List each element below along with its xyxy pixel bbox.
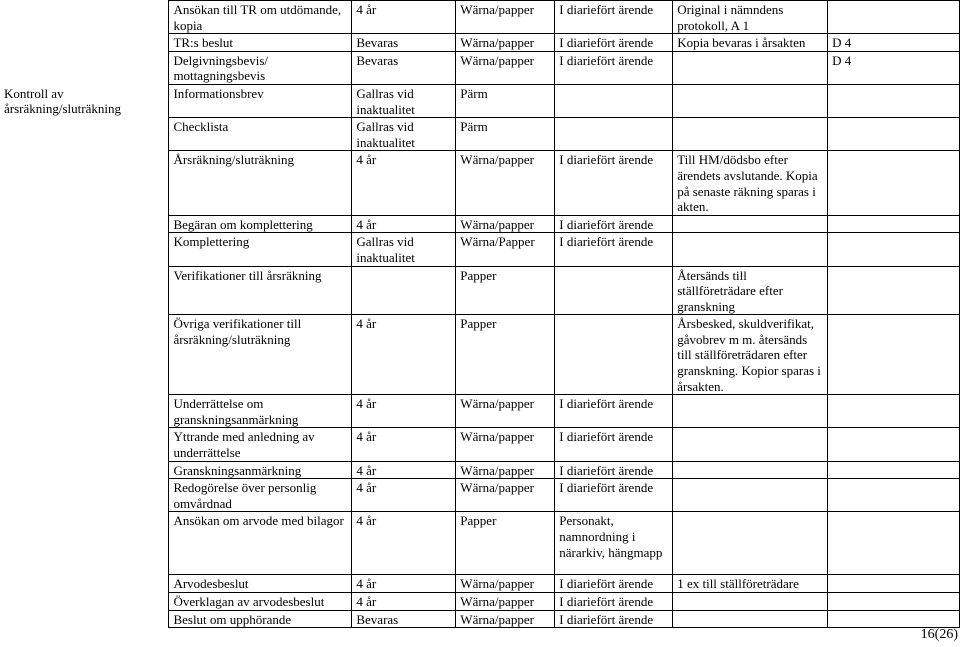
- document-cell: Övriga verifikationer till årsräkning/sluträkning: [169, 315, 352, 395]
- anmarkning-cell: [673, 512, 828, 575]
- section-label: Kontroll av årsräkning/sluträkning: [0, 1, 169, 628]
- forvaring-cell: Papper: [456, 315, 555, 395]
- registrering-cell: I diariefört ärende: [555, 610, 673, 628]
- anmarkning-cell: [673, 479, 828, 512]
- gallring-cell: Gallras vid inaktualitet: [352, 233, 456, 266]
- registrering-cell: I diariefört ärende: [555, 51, 673, 84]
- anmarkning-cell: Kopia bevaras i årsakten: [673, 34, 828, 52]
- forvaring-cell: Wärna/papper: [456, 151, 555, 215]
- document-cell: Underrättelse om granskningsanmärkning: [169, 395, 352, 428]
- anmarkning-cell: [673, 610, 828, 628]
- arkiv-cell: [828, 610, 960, 628]
- document-cell: TR:s beslut: [169, 34, 352, 52]
- arkiv-cell: [828, 118, 960, 151]
- arkiv-cell: [828, 479, 960, 512]
- anmarkning-cell: [673, 84, 828, 117]
- gallring-cell: 4 år: [352, 315, 456, 395]
- forvaring-cell: Wärna/papper: [456, 1, 555, 34]
- registrering-cell: I diariefört ärende: [555, 575, 673, 593]
- forvaring-cell: Wärna/papper: [456, 215, 555, 233]
- arkiv-cell: [828, 151, 960, 215]
- document-cell: Yttrande med anledning av underrättelse: [169, 428, 352, 461]
- forvaring-cell: Pärm: [456, 84, 555, 117]
- gallring-cell: 4 år: [352, 461, 456, 479]
- forvaring-cell: Pärm: [456, 118, 555, 151]
- arkiv-cell: [828, 233, 960, 266]
- document-cell: Beslut om upphörande: [169, 610, 352, 628]
- anmarkning-cell: [673, 593, 828, 611]
- gallring-cell: 4 år: [352, 575, 456, 593]
- arkiv-cell: [828, 593, 960, 611]
- document-cell: Ansökan om arvode med bilagor: [169, 512, 352, 575]
- arkiv-cell: D 4: [828, 34, 960, 52]
- document-cell: Ansökan till TR om utdömande, kopia: [169, 1, 352, 34]
- gallring-cell: Bevaras: [352, 51, 456, 84]
- document-cell: Delgivningsbevis/ mottagningsbevis: [169, 51, 352, 84]
- forvaring-cell: Wärna/papper: [456, 479, 555, 512]
- forvaring-cell: Wärna/papper: [456, 428, 555, 461]
- anmarkning-cell: [673, 215, 828, 233]
- gallring-cell: 4 år: [352, 151, 456, 215]
- registrering-cell: I diariefört ärende: [555, 34, 673, 52]
- registrering-cell: I diariefört ärende: [555, 428, 673, 461]
- forvaring-cell: Wärna/papper: [456, 395, 555, 428]
- document-cell: Granskningsanmärkning: [169, 461, 352, 479]
- registrering-cell: [555, 315, 673, 395]
- gallring-cell: 4 år: [352, 512, 456, 575]
- document-cell: Checklista: [169, 118, 352, 151]
- anmarkning-cell: [673, 428, 828, 461]
- forvaring-cell: Wärna/Papper: [456, 233, 555, 266]
- document-cell: Arvodesbeslut: [169, 575, 352, 593]
- registrering-cell: I diariefört ärende: [555, 1, 673, 34]
- registrering-cell: I diariefört ärende: [555, 395, 673, 428]
- arkiv-cell: [828, 575, 960, 593]
- forvaring-cell: Wärna/papper: [456, 461, 555, 479]
- anmarkning-cell: [673, 395, 828, 428]
- forvaring-cell: Wärna/papper: [456, 51, 555, 84]
- gallring-cell: Bevaras: [352, 610, 456, 628]
- anmarkning-cell: Till HM/dödsbo efter ärendets avslutande. Kopia på senaste räkning sparas i akten.: [673, 151, 828, 215]
- forvaring-cell: Wärna/papper: [456, 575, 555, 593]
- document-cell: Informationsbrev: [169, 84, 352, 117]
- anmarkning-cell: Årsbesked, skuldverifikat, gåvobrev m m. återsänds till ställföreträdaren efter granskning. Kopior sparas i årsakten.: [673, 315, 828, 395]
- anmarkning-cell: Original i nämndens protokoll, A 1: [673, 1, 828, 34]
- registrering-cell: I diariefört ärende: [555, 233, 673, 266]
- gallring-cell: Gallras vid inaktualitet: [352, 84, 456, 117]
- forvaring-cell: Wärna/papper: [456, 610, 555, 628]
- anmarkning-cell: [673, 233, 828, 266]
- gallring-cell: 4 år: [352, 593, 456, 611]
- registrering-cell: [555, 118, 673, 151]
- anmarkning-cell: [673, 461, 828, 479]
- document-cell: Komplettering: [169, 233, 352, 266]
- arkiv-cell: [828, 428, 960, 461]
- arkiv-cell: D 4: [828, 51, 960, 84]
- anmarkning-cell: [673, 51, 828, 84]
- document-cell: Årsräkning/sluträkning: [169, 151, 352, 215]
- registrering-cell: Personakt, namnordning i närarkiv, hängmapp: [555, 512, 673, 575]
- anmarkning-cell: Återsänds till ställföreträdare efter granskning: [673, 266, 828, 315]
- gallring-cell: 4 år: [352, 479, 456, 512]
- anmarkning-cell: [673, 118, 828, 151]
- gallring-cell: 4 år: [352, 215, 456, 233]
- registrering-cell: I diariefört ärende: [555, 461, 673, 479]
- gallring-cell: Gallras vid inaktualitet: [352, 118, 456, 151]
- arkiv-cell: [828, 215, 960, 233]
- arkiv-cell: [828, 461, 960, 479]
- arkiv-cell: [828, 266, 960, 315]
- registrering-cell: I diariefört ärende: [555, 479, 673, 512]
- gallring-cell: 4 år: [352, 395, 456, 428]
- registrering-cell: I diariefört ärende: [555, 151, 673, 215]
- page-number: 16(26): [920, 627, 958, 642]
- arkiv-cell: [828, 84, 960, 117]
- document-cell: Begäran om komplettering: [169, 215, 352, 233]
- gallring-cell: Bevaras: [352, 34, 456, 52]
- document-cell: Överklagan av arvodesbeslut: [169, 593, 352, 611]
- forvaring-cell: Papper: [456, 266, 555, 315]
- forvaring-cell: Wärna/papper: [456, 593, 555, 611]
- gallring-cell: [352, 266, 456, 315]
- arkiv-cell: [828, 315, 960, 395]
- registrering-cell: [555, 84, 673, 117]
- gallring-cell: 4 år: [352, 428, 456, 461]
- forvaring-cell: Wärna/papper: [456, 34, 555, 52]
- table-row: [0, 1, 960, 34]
- document-cell: Redogörelse över personlig omvårdnad: [169, 479, 352, 512]
- gallring-cell: 4 år: [352, 1, 456, 34]
- arkiv-cell: [828, 395, 960, 428]
- registrering-cell: [555, 266, 673, 315]
- registrering-cell: I diariefört ärende: [555, 593, 673, 611]
- registrering-cell: I diariefört ärende: [555, 215, 673, 233]
- anmarkning-cell: 1 ex till ställföreträdare: [673, 575, 828, 593]
- arkiv-cell: [828, 1, 960, 34]
- forvaring-cell: Papper: [456, 512, 555, 575]
- document-cell: Verifikationer till årsräkning: [169, 266, 352, 315]
- arkiv-cell: [828, 512, 960, 575]
